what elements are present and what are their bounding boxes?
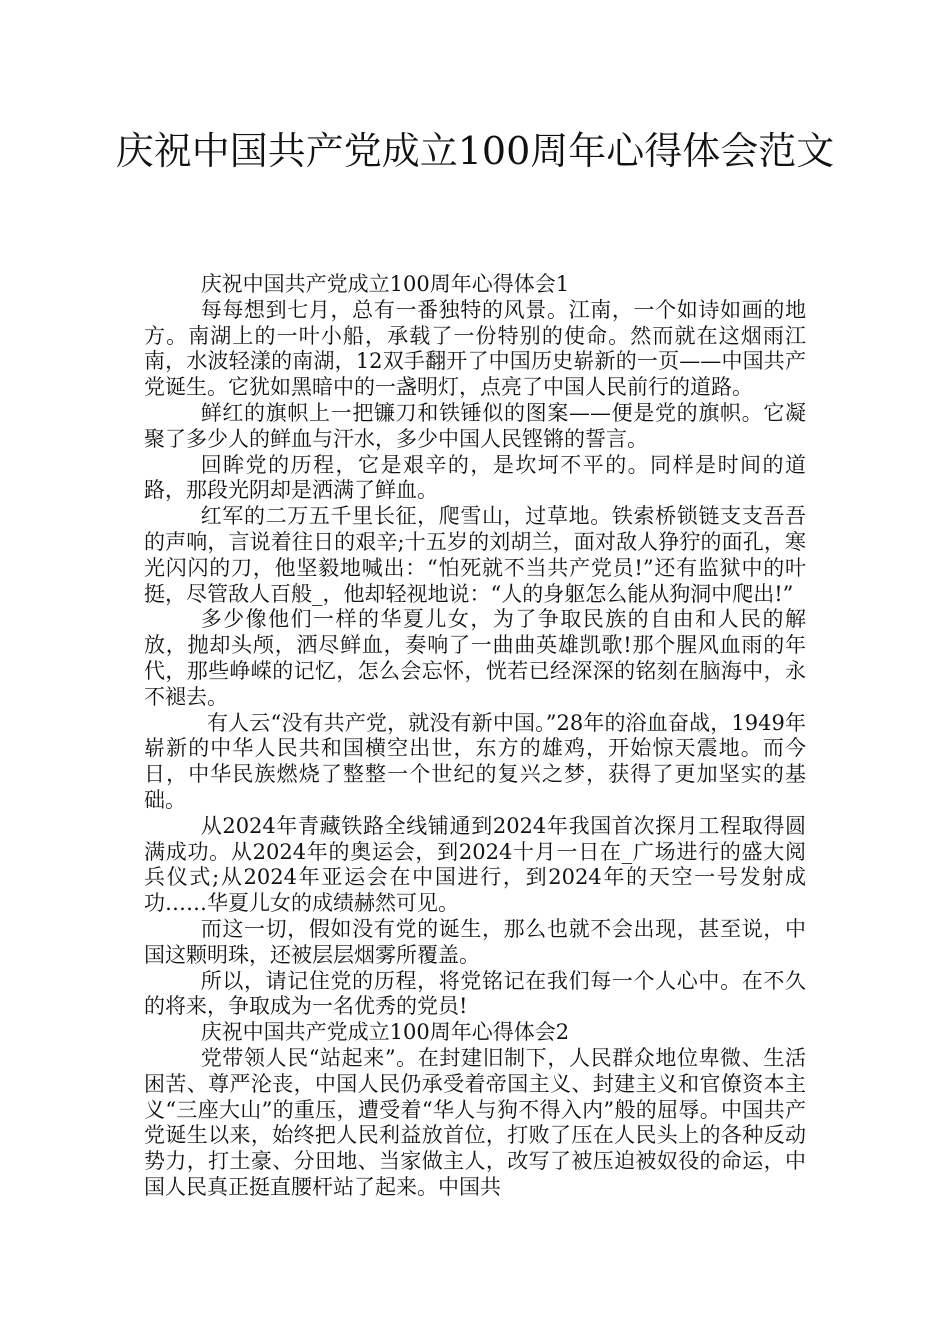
document-body [144, 272, 806, 1201]
paragraph: 回眸党的历程，它是艰辛的，是坎坷不平的。同样是时间的道路，那段光阴却是洒满了鲜血。 [144, 452, 806, 503]
paragraph: 多少像他们一样的华夏儿女，为了争取民族的自由和人民的解放，抛却头颅，洒尽鲜血，奏响了一曲曲英雄凯歌!那个腥风血雨的年代，那些峥嵘的记忆，怎么会忘怀，恍若已经深深的铭刻在脑海中，永不褪去。 [144, 607, 806, 709]
paragraph: 红军的二万五千里长征，爬雪山，过草地。铁索桥锁链支支吾吾的声响，言说着往日的艰辛;十五岁的刘胡兰，面对敌人狰狞的面孔，寒光闪闪的刀，他坚毅地喊出：“怕死就不当共产党员!”还有监狱中的叶挺，尽管敌人百般_，他却轻视地说：“人的身躯怎么能从狗洞中爬出!” [144, 504, 806, 606]
paragraph: 鲜红的旗帜上一把镰刀和铁锤似的图案——便是党的旗帜。它凝聚了多少人的鲜血与汗水，多少中国人民铿锵的誓言。 [144, 400, 806, 451]
paragraph: 有人云“没有共产党，就没有新中国。”28年的浴血奋战，1949年崭新的中华人民共和国横空出世，东方的雄鸡，开始惊天震地。而今日，中华民族燃烧了整整一个世纪的复兴之梦，获得了更加坚实的基础。 [144, 710, 806, 812]
document-title: 庆祝中国共产党成立100周年心得体会范文 [115, 129, 835, 173]
paragraph: 党带领人民“站起来”。在封建旧制下，人民群众地位卑微、生活困苦、尊严沦丧，中国人民仍承受着帝国主义、封建主义和官僚资本主义“三座大山”的重压，遭受着“华人与狗不得入内”般的屈辱。中国共产党诞生以来，始终把人民利益放首位，打败了压在人民头上的各种反动势力，打土豪、分田地、当家做主人，改写了被压迫被奴役的命运，中国人民真正挺直腰杆站了起来。中国共 [144, 1045, 806, 1199]
paragraph: 所以，请记住党的历程，将党铭记在我们每一个人心中。在不久的将来，争取成为一名优秀的党员! [144, 968, 806, 1019]
paragraph: 每每想到七月，总有一番独特的风景。江南，一个如诗如画的地方。南湖上的一叶小船，承载了一份特别的使命。然而就在这烟雨江南，水波轻漾的南湖，12双手翻开了中国历史崭新的一页——中国共产党诞生。它犹如黑暗中的一盏明灯，点亮了中国人民前行的道路。 [144, 297, 806, 400]
paragraph: 从2024年青藏铁路全线铺通到2024年我国首次探月工程取得圆满成功。从2024年的奥运会，到2024十月一日在_广场进行的盛大阅兵仪式;从2024年亚运会在中国进行，到2024年的天空一号发射成功……华夏儿女的成绩赫然可见。 [144, 813, 806, 916]
paragraph: 而这一切，假如没有党的诞生，那么也就不会出现，甚至说，中国这颗明珠，还被层层烟雾所覆盖。 [144, 916, 806, 967]
section-heading-2: 庆祝中国共产党成立100周年心得体会2 [200, 1020, 570, 1045]
section-heading-1: 庆祝中国共产党成立100周年心得体会1 [200, 272, 570, 296]
